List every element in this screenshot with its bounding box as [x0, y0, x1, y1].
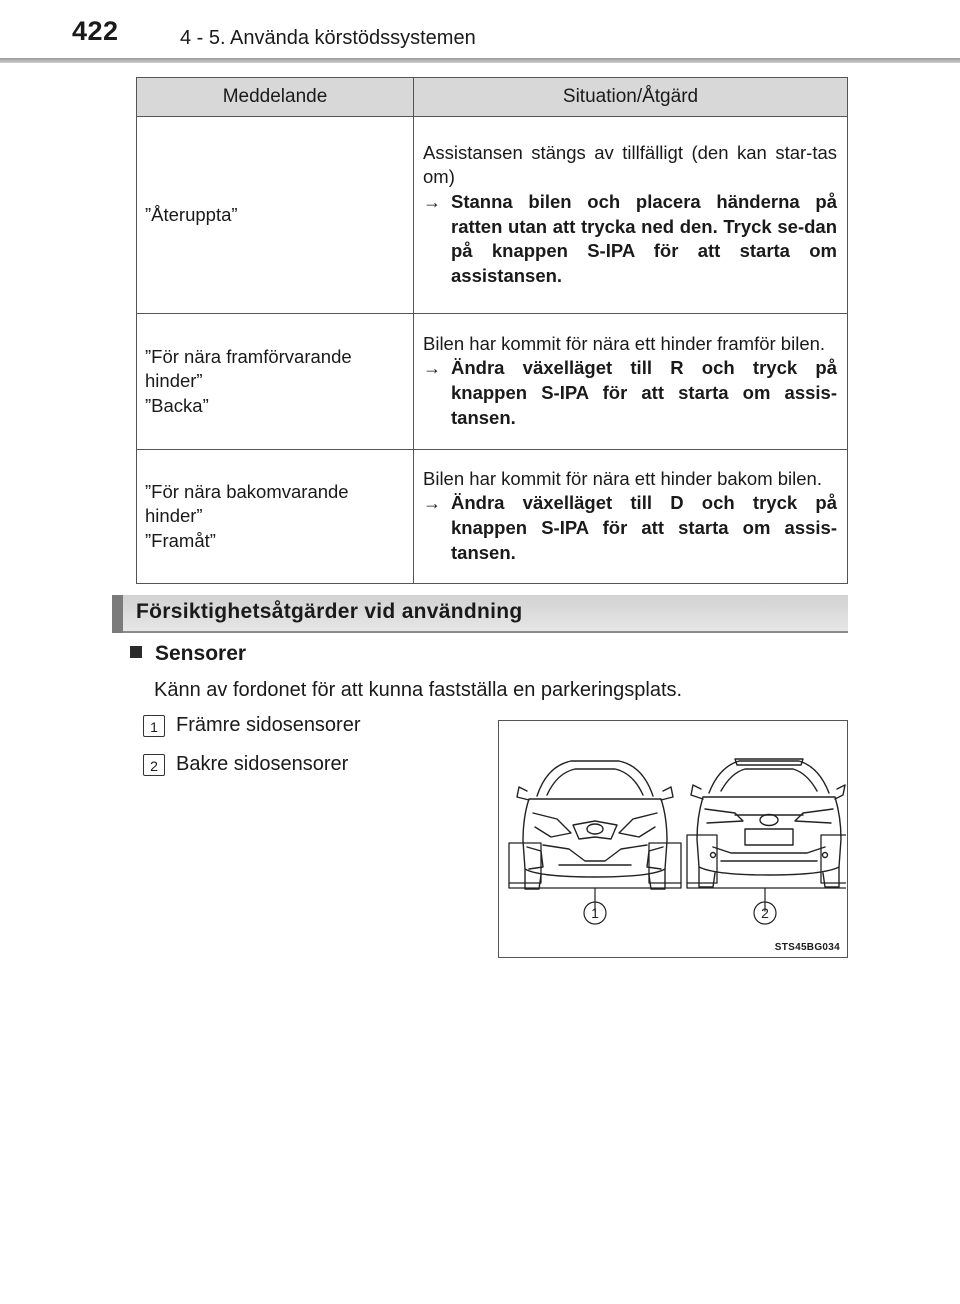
message-text: ”Framåt”	[145, 529, 216, 551]
header-divider	[0, 58, 960, 63]
message-cell	[137, 117, 414, 314]
message-cell	[137, 314, 414, 450]
sensors-description: Känn av fordonet för att kunna fastställa en parkeringsplats.	[154, 679, 683, 701]
section-heading-bar	[112, 595, 848, 633]
arrow-right-icon: →	[423, 191, 441, 212]
message-cell	[137, 450, 414, 584]
car-rear-view-illustration	[691, 759, 845, 887]
section-accent	[112, 595, 123, 633]
action-text: Ändra växelläget till R och tryck på knappen S-IPA för att starta om assis-tansen.	[451, 357, 837, 428]
arrow-right-icon: →	[423, 358, 441, 379]
legend-label: Bakre sidosensorer	[176, 753, 349, 775]
message-text: ”Backa”	[145, 394, 209, 416]
legend-item-front-sensors	[143, 714, 361, 737]
message-text: ”För nära bakomvarande	[145, 480, 349, 502]
situation-text: Assistansen stängs av tillfälligt (den kan star-tas om)	[423, 141, 837, 188]
table-row	[137, 117, 848, 314]
legend-item-rear-sensors	[143, 753, 348, 776]
situation-cell	[414, 314, 848, 450]
message-text: hinder”	[145, 370, 203, 392]
table-header-row	[137, 78, 848, 117]
message-table	[136, 77, 848, 584]
action-item	[423, 491, 837, 565]
action-text: Stanna bilen och placera händerna på ratten utan att trycka ned den. Tryck se-dan på knappen S-IPA för att starta om assistansen.	[451, 190, 837, 286]
situation-cell	[414, 117, 848, 314]
callout-number-badge: 2	[143, 754, 165, 776]
table-row	[137, 450, 848, 584]
sensor-location-figure	[498, 720, 848, 958]
situation-text: Bilen har kommit för nära ett hinder framför bilen.	[423, 332, 826, 354]
table-row	[137, 314, 848, 450]
figure-callout-1: 1	[591, 905, 599, 921]
figure-callout-2: 2	[761, 905, 769, 921]
column-header-message: Meddelande	[137, 78, 414, 117]
section-title: Försiktighetsåtgärder vid användning	[136, 600, 523, 623]
page-number: 422	[72, 16, 119, 46]
sensors-heading-text: Sensorer	[155, 642, 247, 665]
message-text: ”Återuppta”	[145, 203, 238, 225]
situation-cell	[414, 450, 848, 584]
square-bullet-icon	[130, 646, 142, 658]
action-text: Ändra växelläget till D och tryck på knappen S-IPA för att starta om assis-tansen.	[451, 492, 837, 563]
legend-label: Främre sidosensorer	[176, 714, 361, 736]
message-text: ”För nära framförvarande	[145, 345, 352, 367]
figure-code: STS45BG034	[774, 942, 840, 953]
page-header	[0, 0, 960, 64]
action-item	[423, 190, 837, 288]
column-header-situation: Situation/Åtgärd	[414, 78, 848, 117]
callout-number-badge: 1	[143, 715, 165, 737]
chapter-title: 4 - 5. Använda körstödssystemen	[180, 27, 476, 49]
situation-text: Bilen har kommit för nära ett hinder bakom bilen.	[423, 467, 822, 489]
action-item	[423, 356, 837, 430]
arrow-right-icon: →	[423, 493, 441, 514]
sensor-diagram	[499, 721, 846, 956]
sensors-heading	[130, 642, 246, 666]
message-text: hinder”	[145, 505, 203, 527]
